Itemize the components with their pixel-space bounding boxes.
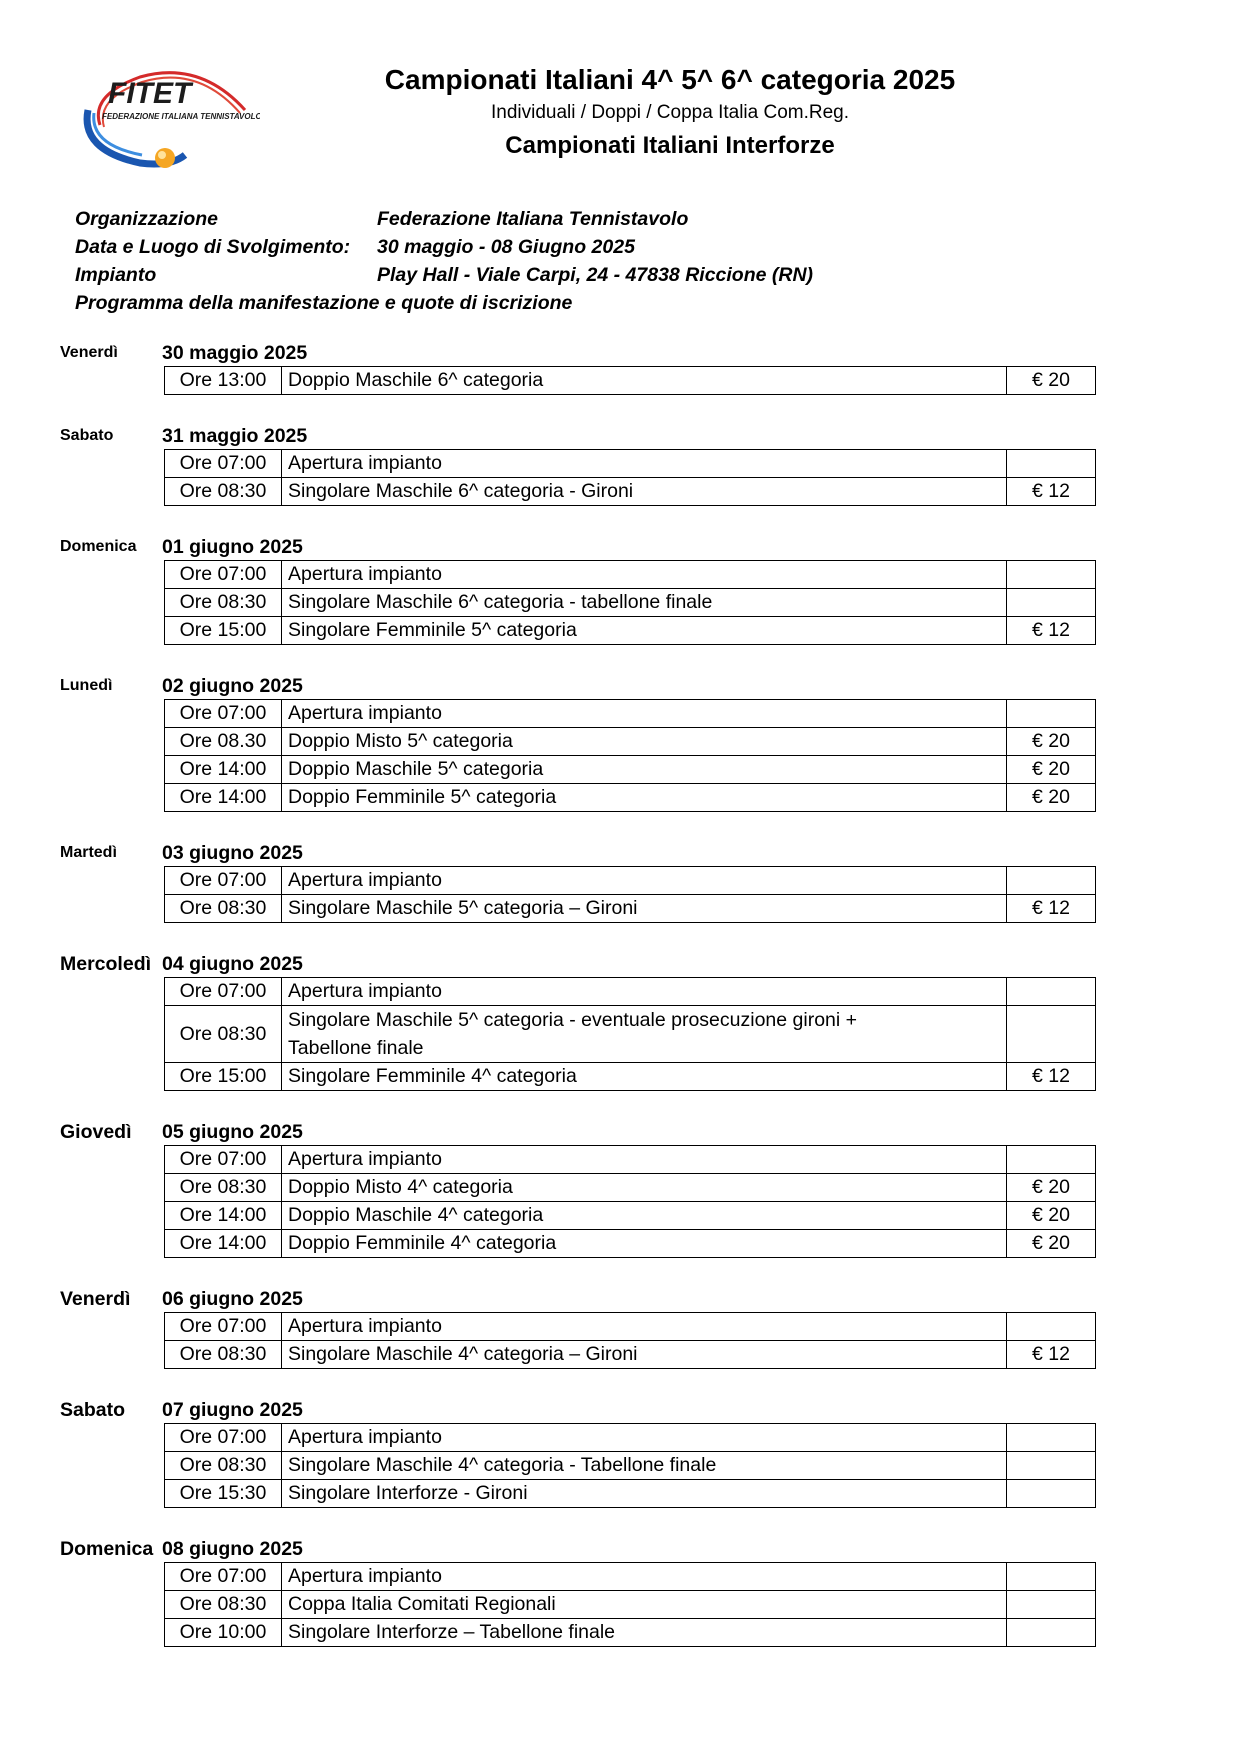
event-fee: € 20 <box>1007 367 1096 395</box>
day-section <box>60 421 1100 506</box>
day-header <box>60 1534 1100 1562</box>
event-time: Ore 14:00 <box>165 784 282 812</box>
day-name: Venerdì <box>60 1288 131 1310</box>
event-fee <box>1007 867 1096 895</box>
event-description: Doppio Femminile 5^ categoria <box>282 784 1007 812</box>
day-date: 31 maggio 2025 <box>162 425 308 447</box>
day-section <box>60 1395 1100 1508</box>
event-description: Singolare Femminile 4^ categoria <box>282 1063 1007 1091</box>
event-description: Apertura impianto <box>282 1424 1007 1452</box>
day-name: Mercoledì <box>60 953 152 975</box>
day-name: Domenica <box>60 1538 154 1560</box>
day-name: Martedì <box>60 844 117 861</box>
event-fee <box>1007 1424 1096 1452</box>
event-fee <box>1007 561 1096 589</box>
event-time: Ore 08:30 <box>165 895 282 923</box>
event-description: Apertura impianto <box>282 700 1007 728</box>
info-label: Impianto <box>75 264 157 286</box>
event-time: Ore 10:00 <box>165 1619 282 1647</box>
table-row <box>165 1063 1096 1091</box>
info-label: Organizzazione <box>75 208 219 230</box>
table-row <box>165 1230 1096 1258</box>
schedule-table <box>164 560 1096 645</box>
page-subtitle: Individuali / Doppi / Coppa Italia Com.Reg. <box>490 102 850 123</box>
page-title-2: Campionati Italiani Interforze <box>505 132 835 159</box>
event-fee <box>1007 1452 1096 1480</box>
schedule-table <box>164 977 1096 1091</box>
table-row <box>165 784 1096 812</box>
event-time: Ore 07:00 <box>165 561 282 589</box>
day-header <box>60 1284 1100 1312</box>
schedule <box>60 338 1100 1673</box>
info-label: Data e Luogo di Svolgimento: <box>75 236 351 258</box>
event-time: Ore 08.30 <box>165 728 282 756</box>
event-time: Ore 07:00 <box>165 867 282 895</box>
event-time: Ore 08:30 <box>165 478 282 506</box>
event-description: Doppio Maschile 6^ categoria <box>282 367 1007 395</box>
table-row <box>165 1006 1096 1063</box>
event-description: Apertura impianto <box>282 1563 1007 1591</box>
event-description: Apertura impianto <box>282 1146 1007 1174</box>
table-row <box>165 756 1096 784</box>
event-description: Singolare Maschile 6^ categoria - tabellone finale <box>282 589 1007 617</box>
event-fee <box>1007 1563 1096 1591</box>
page-title: Campionati Italiani 4^ 5^ 6^ categoria 2025 <box>384 64 956 95</box>
event-fee <box>1007 589 1096 617</box>
event-time: Ore 07:00 <box>165 450 282 478</box>
event-time: Ore 15:00 <box>165 617 282 645</box>
event-time: Ore 14:00 <box>165 756 282 784</box>
day-header <box>60 338 1100 366</box>
day-section <box>60 838 1100 923</box>
event-description: Doppio Maschile 4^ categoria <box>282 1202 1007 1230</box>
event-time: Ore 08:30 <box>165 1174 282 1202</box>
info-row-programma <box>75 289 572 317</box>
table-row <box>165 1313 1096 1341</box>
schedule-table <box>164 366 1096 395</box>
info-row-impianto <box>75 261 814 289</box>
event-description: Apertura impianto <box>282 561 1007 589</box>
day-header <box>60 421 1100 449</box>
event-description: Singolare Maschile 4^ categoria – Gironi <box>282 1341 1007 1369</box>
day-header <box>60 838 1100 866</box>
day-section <box>60 949 1100 1091</box>
schedule-table <box>164 1562 1096 1647</box>
event-fee: € 20 <box>1007 1174 1096 1202</box>
event-description: Apertura impianto <box>282 1313 1007 1341</box>
day-header <box>60 949 1100 977</box>
event-description: Singolare Maschile 5^ categoria – Gironi <box>282 895 1007 923</box>
table-row <box>165 1480 1096 1508</box>
event-description: Doppio Misto 4^ categoria <box>282 1174 1007 1202</box>
event-description: Doppio Misto 5^ categoria <box>282 728 1007 756</box>
event-fee <box>1007 1313 1096 1341</box>
info-block <box>75 205 814 317</box>
table-row <box>165 700 1096 728</box>
day-section <box>60 1534 1100 1647</box>
info-value: Play Hall - Viale Carpi, 24 - 47838 Riccione (RN) <box>377 264 814 286</box>
event-time: Ore 15:00 <box>165 1063 282 1091</box>
event-time: Ore 07:00 <box>165 700 282 728</box>
table-row <box>165 478 1096 506</box>
day-name: Sabato <box>60 1399 126 1421</box>
event-time: Ore 08:30 <box>165 1452 282 1480</box>
event-fee <box>1007 1591 1096 1619</box>
event-description: Apertura impianto <box>282 978 1007 1006</box>
day-date: 04 giugno 2025 <box>162 953 303 975</box>
table-row <box>165 728 1096 756</box>
info-row-data <box>75 233 635 261</box>
day-header <box>60 1395 1100 1423</box>
event-time: Ore 08:30 <box>165 1341 282 1369</box>
day-date: 30 maggio 2025 <box>162 342 308 364</box>
day-date: 01 giugno 2025 <box>162 536 303 558</box>
logo-subtitle: FEDERAZIONE ITALIANA TENNISTAVOLO <box>102 112 260 121</box>
event-time: Ore 07:00 <box>165 1424 282 1452</box>
event-time: Ore 07:00 <box>165 978 282 1006</box>
day-section <box>60 1117 1100 1258</box>
event-fee <box>1007 1006 1096 1063</box>
day-section <box>60 1284 1100 1369</box>
info-value: Federazione Italiana Tennistavolo <box>377 208 689 230</box>
event-description: Apertura impianto <box>282 867 1007 895</box>
event-description: Singolare Maschile 6^ categoria - Gironi <box>282 478 1007 506</box>
event-time: Ore 07:00 <box>165 1146 282 1174</box>
event-description: Singolare Interforze - Gironi <box>282 1480 1007 1508</box>
event-fee: € 20 <box>1007 728 1096 756</box>
table-row <box>165 450 1096 478</box>
info-label: Programma della manifestazione e quote di iscrizione <box>75 292 573 314</box>
event-time: Ore 14:00 <box>165 1230 282 1258</box>
event-time: Ore 08:30 <box>165 589 282 617</box>
day-header <box>60 1117 1100 1145</box>
event-fee <box>1007 1619 1096 1647</box>
event-fee <box>1007 1480 1096 1508</box>
event-time: Ore 08:30 <box>165 1006 282 1063</box>
day-date: 03 giugno 2025 <box>162 842 303 864</box>
event-fee: € 20 <box>1007 784 1096 812</box>
event-fee: € 12 <box>1007 478 1096 506</box>
event-fee: € 20 <box>1007 1230 1096 1258</box>
event-description-line: Singolare Maschile 5^ categoria - eventuale prosecuzione gironi + <box>288 1009 858 1031</box>
header <box>330 62 1010 162</box>
schedule-table <box>164 449 1096 506</box>
event-time: Ore 14:00 <box>165 1202 282 1230</box>
event-fee: € 12 <box>1007 1063 1096 1091</box>
table-row <box>165 1452 1096 1480</box>
day-date: 07 giugno 2025 <box>162 1399 303 1421</box>
event-time: Ore 07:00 <box>165 1563 282 1591</box>
event-time: Ore 13:00 <box>165 367 282 395</box>
schedule-table <box>164 1423 1096 1508</box>
day-header <box>60 671 1100 699</box>
day-date: 05 giugno 2025 <box>162 1121 303 1143</box>
table-row <box>165 617 1096 645</box>
table-row <box>165 1146 1096 1174</box>
event-description: Doppio Maschile 5^ categoria <box>282 756 1007 784</box>
event-time: Ore 08:30 <box>165 1591 282 1619</box>
day-name: Venerdì <box>60 344 118 361</box>
table-row <box>165 1202 1096 1230</box>
day-date: 08 giugno 2025 <box>162 1538 303 1560</box>
table-row <box>165 589 1096 617</box>
day-date: 02 giugno 2025 <box>162 675 303 697</box>
table-row <box>165 1424 1096 1452</box>
event-fee <box>1007 450 1096 478</box>
event-fee <box>1007 1146 1096 1174</box>
table-row <box>165 867 1096 895</box>
table-row <box>165 978 1096 1006</box>
event-fee: € 20 <box>1007 1202 1096 1230</box>
schedule-table <box>164 699 1096 812</box>
event-description: Coppa Italia Comitati Regionali <box>282 1591 1007 1619</box>
event-time: Ore 15:30 <box>165 1480 282 1508</box>
table-row <box>165 561 1096 589</box>
day-name: Lunedì <box>60 677 113 694</box>
table-row <box>165 1563 1096 1591</box>
table-row <box>165 1619 1096 1647</box>
table-row <box>165 895 1096 923</box>
event-description: Singolare Interforze – Tabellone finale <box>282 1619 1007 1647</box>
event-fee: € 12 <box>1007 895 1096 923</box>
event-description: Apertura impianto <box>282 450 1007 478</box>
fitet-logo <box>80 55 260 175</box>
day-section <box>60 338 1100 395</box>
day-name: Domenica <box>60 538 137 555</box>
logo-text: FITET <box>108 77 192 110</box>
event-fee <box>1007 978 1096 1006</box>
event-description: Singolare Maschile 4^ categoria - Tabellone finale <box>282 1452 1007 1480</box>
schedule-table <box>164 1145 1096 1258</box>
day-name: Giovedì <box>60 1121 132 1143</box>
event-description <box>282 1006 1007 1063</box>
table-row <box>165 367 1096 395</box>
table-row <box>165 1341 1096 1369</box>
event-description: Doppio Femminile 4^ categoria <box>282 1230 1007 1258</box>
table-row <box>165 1591 1096 1619</box>
fitet-logo-icon <box>80 55 260 175</box>
event-fee <box>1007 700 1096 728</box>
event-fee: € 12 <box>1007 1341 1096 1369</box>
event-description: Singolare Femminile 5^ categoria <box>282 617 1007 645</box>
day-section <box>60 532 1100 645</box>
event-description-line: Tabellone finale <box>288 1037 424 1059</box>
day-name: Sabato <box>60 427 114 444</box>
day-date: 06 giugno 2025 <box>162 1288 303 1310</box>
day-header <box>60 532 1100 560</box>
event-fee: € 12 <box>1007 617 1096 645</box>
table-row <box>165 1174 1096 1202</box>
event-fee: € 20 <box>1007 756 1096 784</box>
event-time: Ore 07:00 <box>165 1313 282 1341</box>
schedule-table <box>164 866 1096 923</box>
info-row-organizzazione <box>75 205 689 233</box>
day-section <box>60 671 1100 812</box>
info-value: 30 maggio - 08 Giugno 2025 <box>377 236 635 258</box>
schedule-table <box>164 1312 1096 1369</box>
